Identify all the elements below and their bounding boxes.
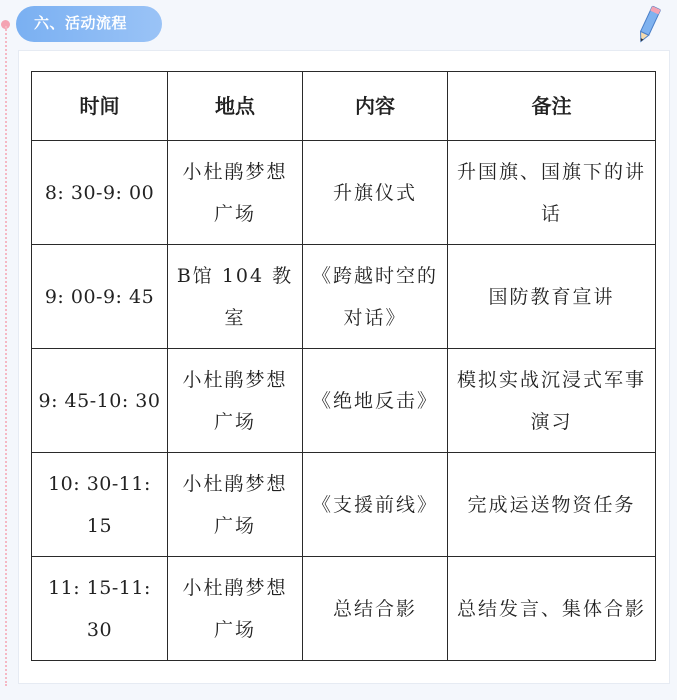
cell-place-text: B馆 104 教室: [176, 264, 294, 329]
cell-note: [448, 349, 656, 453]
cell-time: 10: 30-11: 15: [32, 453, 168, 557]
cell-note-text: 总结发言、集体合影: [456, 597, 646, 620]
header-note: 备注: [448, 72, 656, 141]
cell-note: [448, 453, 656, 557]
header-time: 时间: [32, 72, 168, 141]
cell-note-text: 模拟实战沉浸式军事演习: [456, 368, 646, 433]
cell-time: 9: 00-9: 45: [32, 245, 168, 349]
pencil-icon: [633, 4, 663, 46]
cell-content: [303, 141, 448, 245]
cell-note-text: 升国旗、国旗下的讲话: [456, 160, 646, 225]
cell-content-text: 升旗仪式: [332, 181, 417, 204]
table-row: [32, 349, 656, 453]
cell-content: [303, 245, 448, 349]
header-content: 内容: [303, 72, 448, 141]
cell-note-text: 国防教育宣讲: [488, 285, 615, 308]
cell-place: [168, 141, 303, 245]
cell-content-text: 总结合影: [332, 597, 417, 620]
cell-content: [303, 349, 448, 453]
cell-note: [448, 245, 656, 349]
cell-content-text: 《支援前线》: [311, 493, 438, 516]
table-row: [32, 245, 656, 349]
cell-place-text: 小杜鹃梦想广场: [182, 368, 288, 433]
table-row: [32, 141, 656, 245]
header-place: 地点: [168, 72, 303, 141]
cell-content: [303, 557, 448, 661]
cell-place-text: 小杜鹃梦想广场: [182, 576, 288, 641]
cell-content-text: 《绝地反击》: [311, 389, 438, 412]
cell-time: 8: 30-9: 00: [32, 141, 168, 245]
activity-schedule-table: [31, 71, 656, 661]
cell-place-text: 小杜鹃梦想广场: [182, 160, 288, 225]
cell-time: 9: 45-10: 30: [32, 349, 168, 453]
cell-note: [448, 557, 656, 661]
cell-note: [448, 141, 656, 245]
cell-place: [168, 349, 303, 453]
cell-content-text: 《跨越时空的对话》: [311, 264, 438, 329]
table-row: [32, 453, 656, 557]
decorative-dotted-line: [5, 26, 7, 686]
cell-place: [168, 453, 303, 557]
table-header-row: [32, 72, 656, 141]
table-row: [32, 557, 656, 661]
cell-place: [168, 557, 303, 661]
section-title: 六、活动流程: [16, 6, 162, 42]
cell-time: 11: 15-11: 30: [32, 557, 168, 661]
cell-content: [303, 453, 448, 557]
cell-place: [168, 245, 303, 349]
cell-note-text: 完成运送物资任务: [467, 493, 636, 516]
cell-place-text: 小杜鹃梦想广场: [182, 472, 288, 537]
